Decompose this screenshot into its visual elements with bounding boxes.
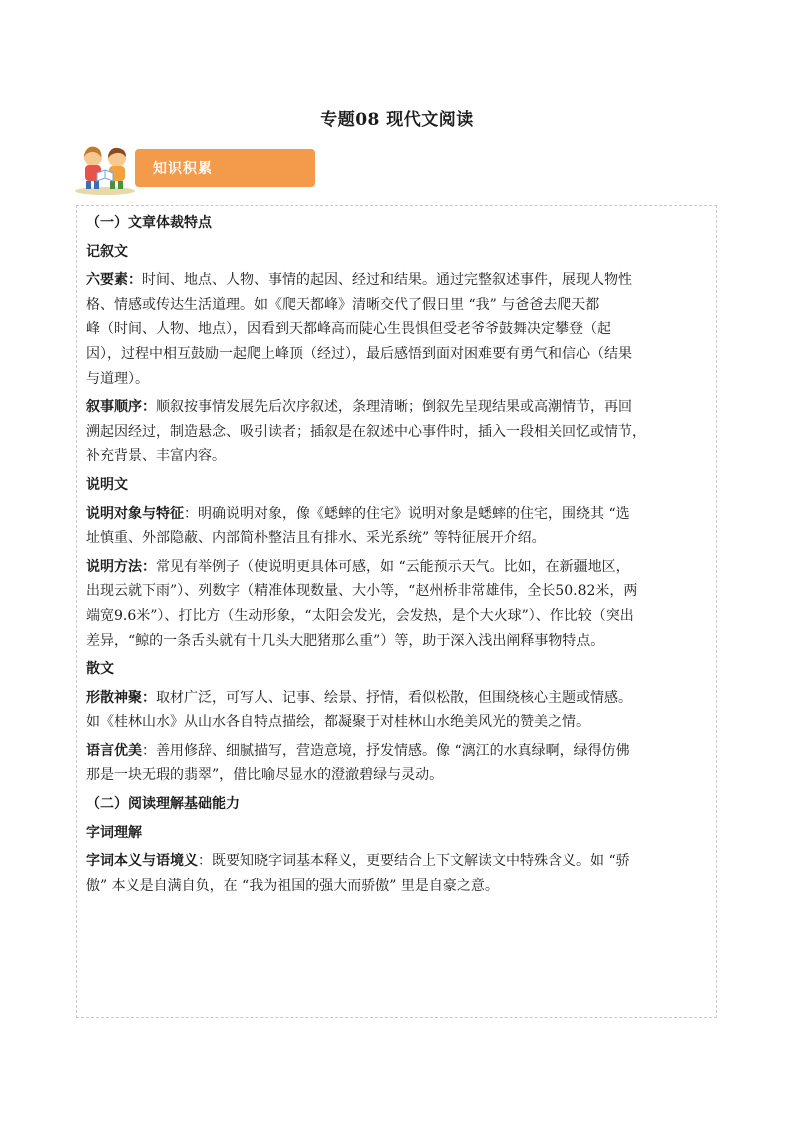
line-text: 址慎重、外部隐蔽、内部简朴整洁且有排水、采光系统” 等特征展开介绍。: [86, 530, 546, 547]
children-reading-icon: [73, 143, 137, 195]
paragraph-line: [86, 739, 714, 764]
line-text: 与道理）。: [86, 370, 149, 387]
line-text: 出现云就下雨”）、列数字（精准体现数量、大小等，“赵州桥非常雄伟，全长50.82米，两: [86, 583, 638, 600]
term-label: 六要素：: [86, 272, 142, 289]
subheading: 字词理解: [86, 824, 142, 841]
paragraph-line: [86, 763, 714, 788]
term-label: 说明对象与特征: [86, 505, 184, 522]
line-text: 顺叙按事情发展先后次序叙述，条理清晰；倒叙先呈现结果或高潮情节，再回: [156, 399, 632, 416]
term-label: 字词本义与语境义: [86, 853, 198, 870]
knowledge-banner: [73, 143, 245, 195]
paragraph-line: [86, 444, 714, 469]
line-text: 取材广泛，可写人、记事、绘景、抒情，看似松散，但围绕核心主题或情感。: [156, 689, 632, 706]
paragraph-line: [86, 268, 714, 293]
paragraph-line: [86, 579, 714, 604]
paragraph-line: [86, 874, 714, 899]
line-text: 因），过程中相互鼓励一起爬上峰顶（经过），最后感悟到面对困难要有勇气和信心（结果: [86, 345, 632, 362]
paragraph-line: [86, 367, 714, 392]
line-text: 差异，“鲸的一条舌头就有十几头大肥猪那么重”）等，助于深入浅出阐释事物特点。: [86, 632, 605, 649]
line-text: 溯起因经过，制造悬念、吸引读者；插叙是在叙述中心事件时，插入一段相关回忆或情节，: [86, 423, 646, 440]
line-text: 峰（时间、人物、地点），因看到天都峰高而陡心生畏惧但受老爷爷鼓舞决定攀登（起: [86, 321, 611, 338]
line-text: ：善用修辞、细腻描写，营造意境，抒发情感。像 “漓江的水真绿啊，绿得仿佛: [142, 742, 630, 759]
line-text: 端宽9.6米”）、打比方（生动形象，“太阳会发光，会发热，是个大火球”）、作比较（突出: [86, 607, 634, 624]
paragraph-line: [86, 342, 714, 367]
subheading: 说明文: [86, 476, 128, 493]
paragraph-line: [86, 555, 714, 580]
paragraph-line: [86, 395, 714, 420]
paragraph-line: [86, 526, 714, 551]
paragraph-line: [86, 604, 714, 629]
line-text: 格、情感或传达生活道理。如《爬天都峰》清晰交代了假日里 “我” 与爸爸去爬天都: [86, 296, 600, 313]
term-label: 叙事顺序：: [86, 399, 156, 416]
section-heading: （一）文章体裁特点: [86, 215, 212, 231]
paragraph-line: [86, 710, 714, 735]
page-title: 专题08 现代文阅读: [320, 110, 474, 130]
line-text: ：既要知晓字词基本释义，更要结合上下文解读文中特殊含义。如 “骄: [198, 853, 630, 870]
subheading: 记叙文: [86, 243, 128, 260]
paragraph-line: [86, 420, 714, 445]
line-text: 傲” 本义是自满自负，在 “我为祖国的强大而骄傲” 里是自豪之意。: [86, 877, 499, 894]
line-text: 时间、地点、人物、事情的起因、经过和结果。通过完整叙述事件，展现人物性: [142, 272, 632, 289]
paragraph-line: [86, 686, 714, 711]
section-heading: （二）阅读理解基础能力: [86, 796, 240, 813]
content-body: [86, 211, 714, 898]
line-text: 如《桂林山水》从山水各自特点描绘，都凝聚于对桂林山水绝美风光的赞美之情。: [86, 714, 590, 731]
line-text: ：明确说明对象，像《蟋蟀的住宅》说明对象是蟋蟀的住宅，围绕其 “选: [184, 505, 630, 522]
subheading: 散文: [86, 661, 114, 678]
line-text: 常见有举例子（使说明更具体可感，如 “云能预示天气。比如，在新疆地区，: [156, 558, 630, 575]
paragraph-line: [86, 317, 714, 342]
paragraph-line: [86, 293, 714, 318]
term-label: 说明方法：: [86, 558, 156, 575]
paragraph-line: [86, 849, 714, 874]
line-text: 补充背景、丰富内容。: [86, 448, 226, 465]
paragraph-line: [86, 629, 714, 654]
term-label: 语言优美: [86, 742, 142, 759]
banner-label: 知识积累: [153, 161, 213, 177]
term-label: 形散神聚：: [86, 689, 156, 706]
line-text: 那是一块无瑕的翡翠”，借比喻尽显水的澄澈碧绿与灵动。: [86, 767, 444, 784]
paragraph-line: [86, 502, 714, 527]
